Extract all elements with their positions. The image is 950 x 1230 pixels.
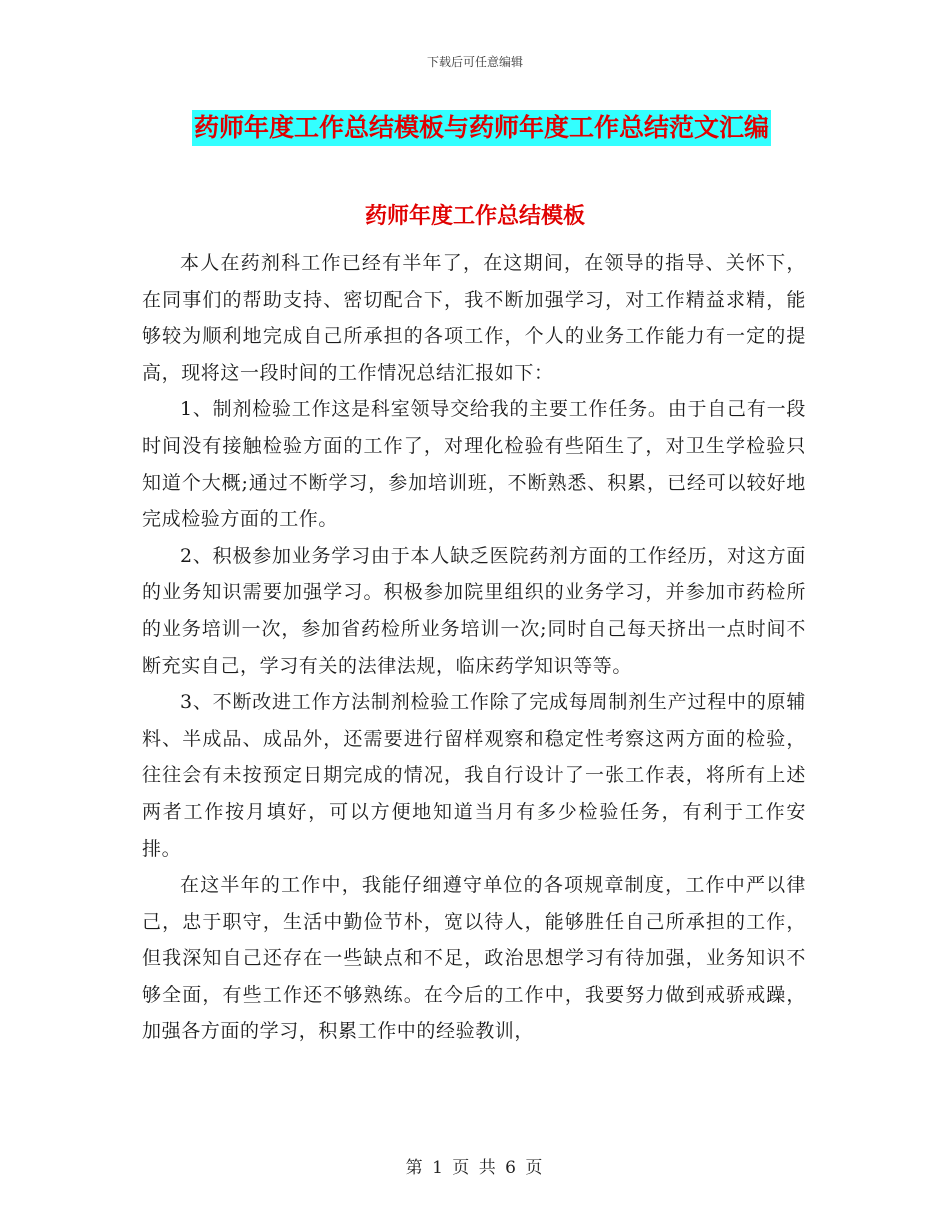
header-note: 下载后可任意编辑 [426,55,523,69]
paragraph-item-1: 1、制剂检验工作这是科室领导交给我的主要工作任务。由于自己有一段时间没有接触检验方面的工作了，对理化检验有些陌生了，对卫生学检验只知道个大概;通过不断学习，参加培训班，不断熟悉、积累，已经可以较好地完成检验方面的工作。 [142,398,806,531]
paragraph-item-3: 3、不断改进工作方法制剂检验工作除了完成每周制剂生产过程中的原辅料、半成品、成品外，还需要进行留样观察和稳定性考察这两方面的检验，往往会有未按预定日期完成的情况，我自行设计了一张工作表，将所有上述两者工作按月填好，可以方便地知道当月有多少检验任务，有利于工作安排。 [142,691,806,860]
paragraph-intro: 本人在药剂科工作已经有半年了，在这期间，在领导的指导、关怀下，在同事们的帮助支持、密切配合下，我不断加强学习，对工作精益求精，能够较为顺利地完成自己所承担的各项工作，个人的业务工作能力有一定的提高，现将这一段时间的工作情况总结汇报如下： [142,252,806,384]
paragraph-summary: 在这半年的工作中，我能仔细遵守单位的各项规章制度，工作中严以律己，忠于职守，生活中勤俭节朴，宽以待人，能够胜任自己所承担的工作，但我深知自己还存在一些缺点和不足，政治思想学习有待加强，业务知识不够全面，有些工作还不够熟练。在今后的工作中，我要努力做到戒骄戒躁，加强各方面的学习，积累工作中的经验教训， [142,874,806,1043]
document-main-title: 药师年度工作总结模板与药师年度工作总结范文汇编 [192,110,771,146]
document-body [142,245,806,1050]
paragraph-item-2: 2、积极参加业务学习由于本人缺乏医院药剂方面的工作经历，对这方面的业务知识需要加强学习。积极参加院里组织的业务学习，并参加市药检所的业务培训一次，参加省药检所业务培训一次;同时自己每天挤出一点时间不断充实自己，学习有关的法律法规，临床药学知识等等。 [142,544,806,677]
page-number-footer: 第 1 页 共 6 页 [405,1158,545,1178]
section-title: 药师年度工作总结模板 [364,203,585,229]
